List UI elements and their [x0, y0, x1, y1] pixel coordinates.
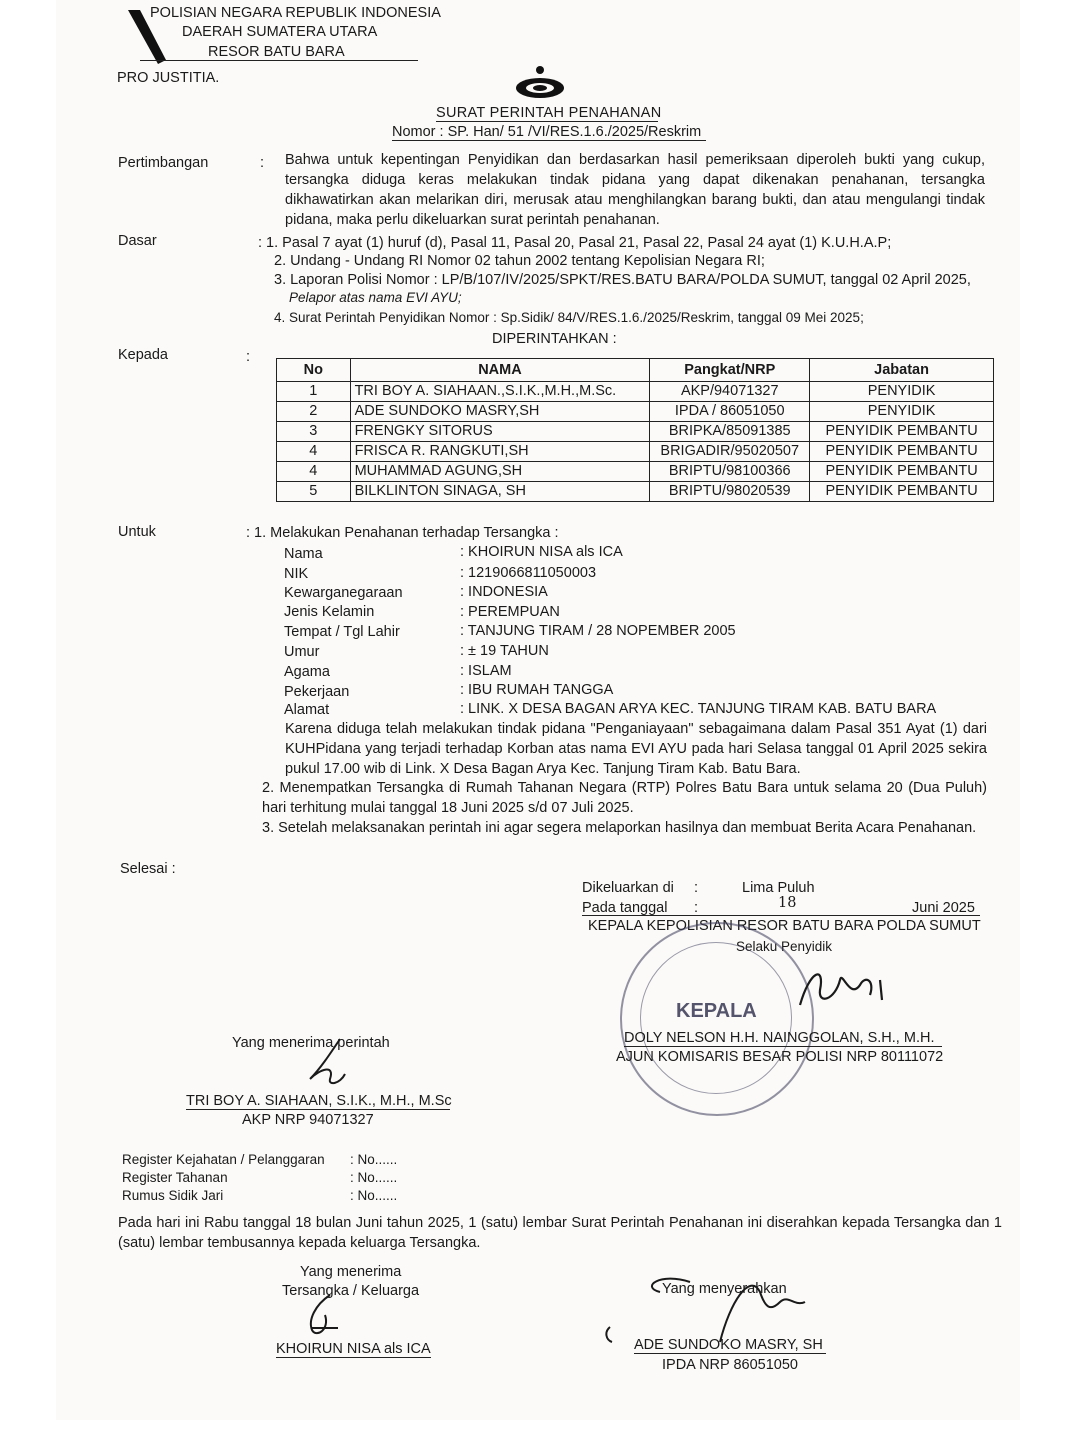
receiver-name: KHOIRUN NISA als ICA [276, 1341, 431, 1357]
issued-place-colon: : [694, 880, 699, 896]
recipient-rank: AKP NRP 94071327 [242, 1112, 374, 1128]
row-pangkat: BRIPTU/98020539 [650, 482, 810, 502]
receiver-label-2: Tersangka / Keluarga [282, 1283, 420, 1299]
row-no: 5 [277, 482, 351, 502]
field-label-umur: Umur [284, 644, 320, 660]
field-label-nama: Nama [284, 546, 323, 562]
recipient-name-underline [186, 1109, 450, 1110]
row-pangkat: AKP/94071327 [650, 382, 810, 402]
row-jabatan: PENYIDIK PEMBANTU [810, 482, 994, 502]
officers-table [276, 358, 994, 502]
giver-name-underline [634, 1353, 826, 1354]
issued-place-label: Dikeluarkan di [582, 880, 674, 896]
register-label-kejahatan: Register Kejahatan / Pelanggaran [122, 1152, 325, 1167]
receiver-name-underline [276, 1357, 431, 1358]
field-label-pekerjaan: Pekerjaan [284, 684, 350, 700]
row-nama: MUHAMMAD AGUNG,SH [350, 462, 650, 482]
table-row [277, 442, 994, 462]
row-nama: ADE SUNDOKO MASRY,SH [350, 402, 650, 422]
table-row [277, 482, 994, 502]
row-nama: BILKLINTON SINAGA, SH [350, 482, 650, 502]
chief-rank: AJUN KOMISARIS BESAR POLISI NRP 80111072 [616, 1049, 944, 1065]
field-label-tempat-tgl-lahir: Tempat / Tgl Lahir [284, 624, 400, 640]
row-jabatan: PENYIDIK PEMBANTU [810, 442, 994, 462]
header-rule [140, 60, 418, 61]
issued-place-value: Lima Puluh [742, 880, 815, 896]
pro-justitia: PRO JUSTITIA. [117, 70, 220, 86]
row-no: 1 [277, 382, 351, 402]
field-value-agama: : ISLAM [460, 663, 512, 679]
document-title: SURAT PERINTAH PENAHANAN [436, 105, 662, 121]
field-value-alamat: : LINK. X DESA BAGAN ARYA KEC. TANJUNG TIRAM KAB. BATU BARA [460, 701, 937, 717]
table-row [277, 382, 994, 402]
dasar-label: Dasar [118, 233, 157, 249]
selesai-label: Selesai : [120, 861, 176, 877]
table-row [277, 462, 994, 482]
field-value-kewarganegaraan: : INDONESIA [460, 584, 548, 600]
issued-date-label: Pada tanggal [582, 900, 668, 916]
row-jabatan: PENYIDIK [810, 402, 994, 422]
row-nama: FRISCA R. RANGKUTI,SH [350, 442, 650, 462]
header-jabatan: Jabatan [810, 359, 994, 382]
issued-date-month-year: Juni 2025 [912, 900, 975, 916]
chief-signature-icon [790, 960, 900, 1025]
corner-emblem-icon [118, 4, 138, 44]
register-value-tahanan: : No...... [350, 1170, 398, 1185]
dasar-item-1: : 1. Pasal 7 ayat (1) huruf (d), Pasal 11, Pasal 20, Pasal 21, Pasal 22, Pasal 24 ayat (1) K.U.H.A.P; [258, 235, 892, 251]
recipient-name: TRI BOY A. SIAHAAN, S.I.K., M.H., M.Sc [186, 1093, 452, 1109]
row-no: 3 [277, 422, 351, 442]
pertimbangan-label: Pertimbangan [118, 155, 209, 171]
issued-office: KEPALA KEPOLISIAN RESOR BATU BARA POLDA SUMUT [588, 918, 981, 934]
kepada-colon: : [246, 349, 251, 365]
header-no: No [277, 359, 351, 382]
field-label-kewarganegaraan: Kewarganegaraan [284, 585, 403, 601]
field-value-nik: : 1219066811050003 [460, 565, 597, 581]
row-jabatan: PENYIDIK PEMBANTU [810, 462, 994, 482]
field-value-umur: : ± 19 TAHUN [460, 643, 549, 659]
field-value-nama: : KHOIRUN NISA als ICA [460, 544, 623, 560]
dasar-item-2: 2. Undang - Undang RI Nomor 02 tahun 2002 tentang Kepolisian Negara RI; [274, 253, 765, 269]
title-underline [436, 121, 658, 122]
chief-name: DOLY NELSON H.H. NAINGGOLAN, S.H., M.H. [624, 1030, 935, 1046]
field-value-pekerjaan: : IBU RUMAH TANGGA [460, 682, 614, 698]
pertimbangan-colon: : [260, 155, 265, 171]
receiver-signature-icon [300, 1290, 350, 1345]
document-number: Nomor : SP. Han/ 51 /VI/RES.1.6./2025/Reskrim [392, 124, 702, 140]
row-jabatan: PENYIDIK [810, 382, 994, 402]
table-row [277, 402, 994, 422]
header-line1: POLISIAN NEGARA REPUBLIK INDONESIA [150, 5, 441, 21]
stamp-label: KEPALA [676, 1000, 757, 1022]
dasar-item-4: 4. Surat Perintah Penyidikan Nomor : Sp.Sidik/ 84/V/RES.1.6./2025/Reskrim, tanggal 09 Mei 2025; [274, 310, 864, 325]
row-pangkat: BRIPTU/98100366 [650, 462, 810, 482]
register-value-kejahatan: : No...... [350, 1152, 398, 1167]
untuk-item-2: 2. Menempatkan Tersangka di Rumah Tahanan Negara (RTP) Polres Batu Bara untuk selama 20 (Dua Puluh) hari terhitung mulai tanggal 18 Juni 2025 s/d 07 Juli 2025. [262, 780, 987, 816]
header-line2: DAERAH SUMATERA UTARA [182, 24, 378, 40]
field-value-jenis-kelamin: : PEREMPUAN [460, 604, 560, 620]
recipient-signature-icon [300, 1034, 360, 1099]
issued-date-underline [582, 915, 980, 916]
row-pangkat: BRIPKA/85091385 [650, 422, 810, 442]
untuk-item-3: 3. Setelah melaksanakan perintah ini agar segera melaporkan hasilnya dan membuat Berita Acara Penahanan. [262, 820, 977, 836]
kepada-label: Kepada [118, 347, 168, 363]
header-line3: RESOR BATU BARA [208, 44, 345, 60]
field-label-nik: NIK [284, 566, 309, 582]
dasar-item-3: 3. Laporan Polisi Nomor : LP/B/107/IV/2025/SPKT/RES.BATU BARA/POLDA SUMUT, tanggal 02 April 2025, [274, 272, 971, 288]
header-pangkat: Pangkat/NRP [650, 359, 810, 382]
row-no: 2 [277, 402, 351, 422]
field-label-agama: Agama [284, 664, 330, 680]
karena-text: Karena diduga telah melakukan tindak pidana "Penganiayaan" sebagaimana dalam Pasal 351 Ayat (1) dari KUHPidana yang terjadi terhadap Korban atas nama EVI AYU pada hari Selasa tanggal 01 April 2025 sekira pukul 17.00 wib di Link. X Desa Bagan Arya Kec. Tanjung Tiram Kab. Batu Bara. [285, 721, 987, 777]
untuk-label: Untuk [118, 524, 156, 540]
issued-selaku: Selaku Penyidik [736, 939, 833, 954]
police-emblem-icon [512, 64, 568, 100]
pertimbangan-text: Bahwa untuk kepentingan Penyidikan dan berdasarkan hasil pemeriksaan diperoleh bukti yang cukup, tersangka diduga keras melakukan tindak pidana yang dapat dikenakan penahanan, tersangka dikhawatirkan akan melarikan diri, merusak atau menghilangkan barang bukti, dan atau mengulangi tindak pidana, maka perlu dikeluarkan surat perintah penahanan. [285, 152, 985, 228]
closing-statement: Pada hari ini Rabu tanggal 18 bulan Juni tahun 2025, 1 (satu) lembar Surat Perintah Penahanan ini diserahkan kepada Tersangka dan 1 (satu) lembar tembusannya kepada keluarga Tersangka. [118, 1215, 1002, 1251]
row-nama: TRI BOY A. SIAHAAN.,S.I.K.,M.H.,M.Sc. [350, 382, 650, 402]
giver-name: ADE SUNDOKO MASRY, SH [634, 1337, 823, 1353]
giver-label: Yang menyerahkan [662, 1281, 787, 1297]
row-pangkat: IPDA / 86051050 [650, 402, 810, 422]
field-value-tempat-tgl-lahir: : TANJUNG TIRAM / 28 NOPEMBER 2005 [460, 623, 736, 639]
officers-table-header [277, 359, 994, 382]
row-pangkat: BRIGADIR/95020507 [650, 442, 810, 462]
row-no: 4 [277, 462, 351, 482]
issued-date-day: 18 [778, 895, 797, 911]
field-label-alamat: Alamat [284, 702, 330, 718]
issued-date-colon: : [694, 900, 699, 916]
register-value-sidik-jari: : No...... [350, 1188, 398, 1203]
receiver-label-1: Yang menerima [300, 1264, 402, 1280]
header-nama: NAMA [350, 359, 650, 382]
dasar-item-3-pelapor: Pelapor atas nama EVI AYU; [289, 290, 462, 305]
field-label-jenis-kelamin: Jenis Kelamin [284, 604, 375, 620]
row-jabatan: PENYIDIK PEMBANTU [810, 422, 994, 442]
register-label-tahanan: Register Tahanan [122, 1170, 228, 1185]
register-label-sidik-jari: Rumus Sidik Jari [122, 1188, 224, 1203]
untuk-item-1: : 1. Melakukan Penahanan terhadap Tersangka : [246, 525, 559, 541]
recipient-label: Yang menerima perintah [232, 1035, 390, 1051]
number-underline [392, 140, 706, 141]
chief-name-underline [624, 1046, 942, 1047]
table-row [277, 422, 994, 442]
giver-rank: IPDA NRP 86051050 [662, 1357, 798, 1373]
diperintahkan-heading: DIPERINTAHKAN : [492, 331, 617, 347]
row-no: 4 [277, 442, 351, 462]
row-nama: FRENGKY SITORUS [350, 422, 650, 442]
